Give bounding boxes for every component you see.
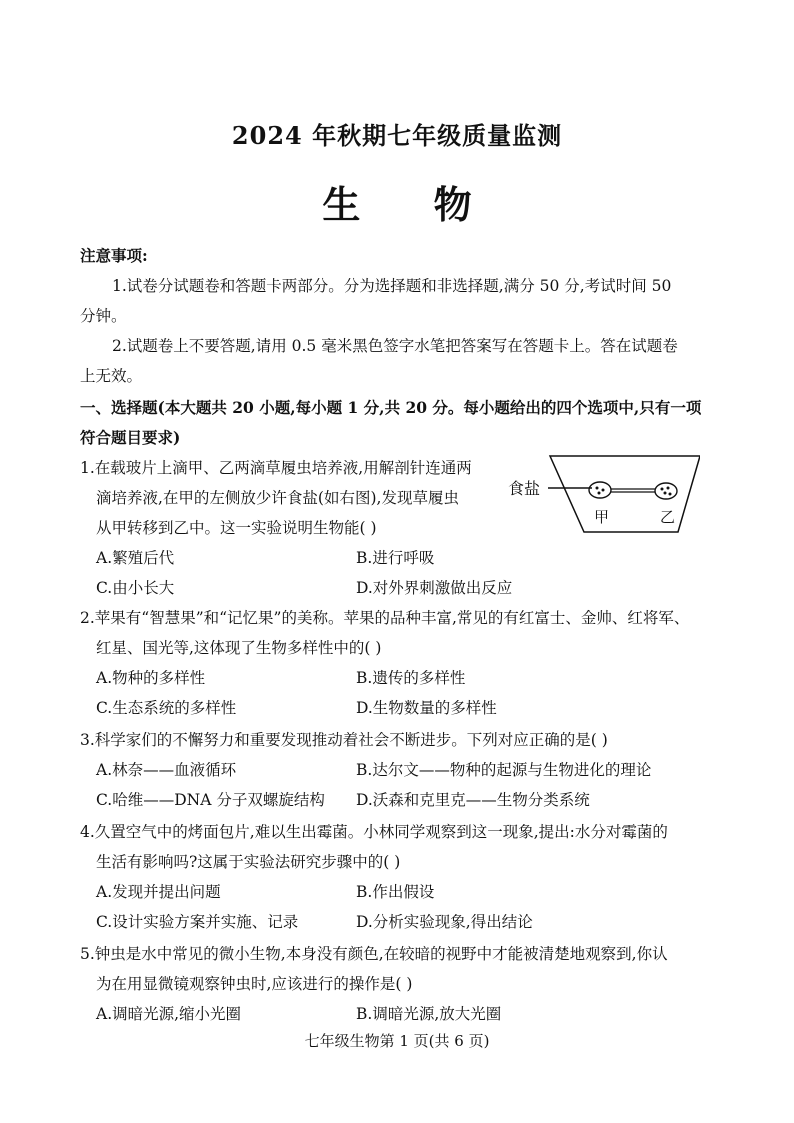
question-1-line-3: 从甲转移到乙中。这一实验说明生物能( ) [96, 519, 377, 537]
notice-item-1-line-1: 1.试卷分试题卷和答题卡两部分。分为选择题和非选择题,满分 50 分,考试时间 50 [112, 277, 672, 295]
drop-jia [589, 482, 611, 498]
drop-yi-label: 乙 [660, 508, 676, 526]
glass-slide-outline [550, 456, 700, 532]
slide-diagram [500, 452, 700, 538]
question-1-option-a: A.繁殖后代 [96, 549, 175, 567]
question-5-option-a: A.调暗光源,缩小光圈 [96, 1005, 242, 1023]
question-2-line-2: 红星、国光等,这体现了生物多样性中的( ) [96, 639, 382, 657]
question-4-line-1: 4.久置空气中的烤面包片,难以生出霉菌。小林同学观察到这一现象,提出:水分对霉菌的 [80, 823, 668, 841]
question-1-option-d: D.对外界刺激做出反应 [356, 579, 513, 597]
question-1-line-2: 滴培养液,在甲的左侧放少许食盐(如右图),发现草履虫 [96, 489, 459, 507]
exam-title: 2024 年秋期七年级质量监测 [231, 121, 563, 150]
question-1-line-1: 1.在载玻片上滴甲、乙两滴草履虫培养液,用解剖针连通两 [80, 459, 472, 477]
section-1-heading-line-1: 一、选择题(本大题共 20 小题,每小题 1 分,共 20 分。每小题给出的四个选项中,只有一项 [80, 398, 702, 417]
question-2-option-a: A.物种的多样性 [96, 669, 206, 687]
question-4-option-c: C.设计实验方案并实施、记录 [96, 913, 299, 931]
question-2-option-c: C.生态系统的多样性 [96, 699, 237, 717]
notice-item-2-line-1: 2.试题卷上不要答题,请用 0.5 毫米黑色签字水笔把答案写在答题卡上。答在试题卷 [112, 337, 678, 355]
question-3-option-d: D.沃森和克里克——生物分类系统 [356, 791, 590, 809]
question-5-line-1: 5.钟虫是水中常见的微小生物,本身没有颜色,在较暗的视野中才能被清楚地观察到,你认 [80, 945, 668, 963]
question-4-option-b: B.作出假设 [356, 883, 435, 901]
question-2-line-1: 2.苹果有“智慧果”和“记忆果”的美称。苹果的品种丰富,常见的有红富士、金帅、红将军、 [80, 609, 690, 627]
question-4-option-a: A.发现并提出问题 [96, 883, 221, 901]
question-2-option-b: B.遗传的多样性 [356, 669, 466, 687]
subject-title: 生 物 [322, 182, 502, 227]
notice-item-1-line-2: 分钟。 [80, 307, 127, 325]
notice-item-2-line-2: 上无效。 [80, 367, 143, 385]
question-2-option-d: D.生物数量的多样性 [356, 699, 497, 717]
question-3-option-c: C.哈维——DNA 分子双螺旋结构 [96, 791, 325, 809]
question-3-option-b: B.达尔文——物种的起源与生物进化的理论 [356, 761, 652, 779]
question-5-option-b: B.调暗光源,放大光圈 [356, 1005, 502, 1023]
question-4-option-d: D.分析实验现象,得出结论 [356, 913, 533, 931]
question-4-line-2: 生活有影响吗?这属于实验法研究步骤中的( ) [96, 853, 401, 871]
question-1-option-b: B.进行呼吸 [356, 549, 435, 567]
drop-yi [655, 483, 677, 499]
drop-jia-label: 甲 [594, 508, 610, 526]
notice-heading: 注意事项: [80, 246, 148, 265]
section-1-heading-line-2: 符合题目要求) [80, 428, 181, 447]
salt-label: 食盐 [508, 479, 541, 498]
question-3-option-a: A.林奈——血液循环 [96, 761, 237, 779]
page-footer: 七年级生物第 1 页(共 6 页) [304, 1032, 490, 1050]
question-3-line-1: 3.科学家们的不懈努力和重要发现推动着社会不断进步。下列对应正确的是( ) [80, 731, 608, 749]
question-1-option-c: C.由小长大 [96, 579, 175, 597]
question-5-line-2: 为在用显微镜观察钟虫时,应该进行的操作是( ) [96, 975, 413, 993]
